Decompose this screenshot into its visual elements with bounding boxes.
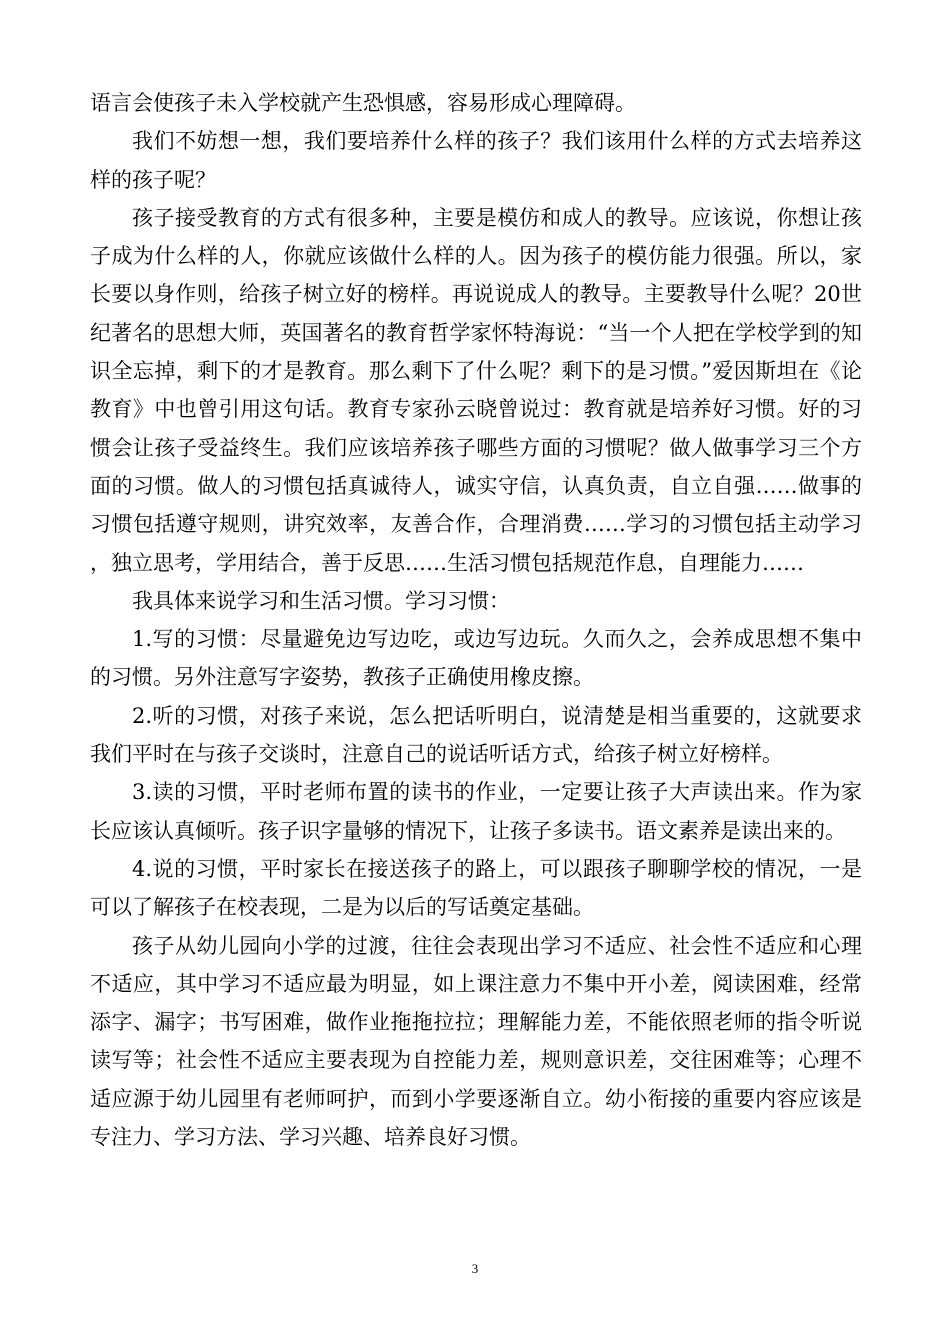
paragraph-4: 我具体来说学习和生活习惯。学习习惯：: [132, 588, 510, 613]
paragraph-5: 1.写的习惯：尽量避免边写边吃，或边写边玩。久而久之，会养成思想不集中的习惯。另外注意写字姿势，教孩子正确使用橡皮擦。: [90, 627, 862, 690]
paragraph-2: 我们不妨想一想，我们要培养什么样的孩子？我们该用什么样的方式去培养这样的孩子呢？: [90, 129, 862, 192]
paragraph-3: 孩子接受教育的方式有很多种，主要是模仿和成人的教导。应该说，你想让孩子成为什么样的人，你就应该做什么样的人。因为孩子的模仿能力很强。所以，家长要以身作则，给孩子树立好的榜样。再说说成人的教导。主要教导什么呢？20世纪著名的思想大师，英国著名的教育哲学家怀特海说：“当一个人把在学校学到的知识全忘掉，剩下的才是教育。那么剩下了什么呢？剩下的是习惯。”爱因斯坦在《论教育》中也曾引用这句话。教育专家孙云晓曾说过：教育就是培养好习惯。好的习惯会让孩子受益终生。我们应该培养孩子哪些方面的习惯呢？做人做事学习三个方面的习惯。做人的习惯包括真诚待人，诚实守信，认真负责，自立自强……做事的习惯包括遵守规则，讲究效率，友善合作，合理消费……学习的习惯包括主动学习，独立思考，学用结合，善于反思……生活习惯包括规范作息，自理能力……: [90, 205, 862, 575]
document-body: [90, 84, 862, 1156]
page-number: 3: [471, 1261, 479, 1276]
paragraph-9: 孩子从幼儿园向小学的过渡，往往会表现出学习不适应、社会性不适应和心理不适应，其中学习不适应最为明显，如上课注意力不集中开小差，阅读困难，经常添字、漏字；书写困难，做作业拖拖拉拉；理解能力差，不能依照老师的指令听说读写等；社会性不适应主要表现为自控能力差，规则意识差，交往困难等；心理不适应源于幼儿园里有老师呵护，而到小学要逐渐自立。幼小衔接的重要内容应该是专注力、学习方法、学习兴趣、培养良好习惯。: [90, 933, 862, 1150]
paragraph-6: 2.听的习惯，对孩子来说，怎么把话听明白，说清楚是相当重要的，这就要求我们平时在与孩子交谈时，注意自己的说话听话方式，给孩子树立好榜样。: [90, 703, 862, 767]
paragraph-8: 4.说的习惯，平时家长在接送孩子的路上，可以跟孩子聊聊学校的情况，一是可以了解孩子在校表现，二是为以后的写话奠定基础。: [90, 856, 862, 920]
paragraph-1: 语言会使孩子未入学校就产生恐惧感，容易形成心理障碍。: [90, 91, 636, 115]
paragraph-7: 3.读的习惯，平时老师布置的读书的作业，一定要让孩子大声读出来。作为家长应该认真倾听。孩子识字量够的情况下，让孩子多读书。语文素养是读出来的。: [90, 780, 862, 843]
